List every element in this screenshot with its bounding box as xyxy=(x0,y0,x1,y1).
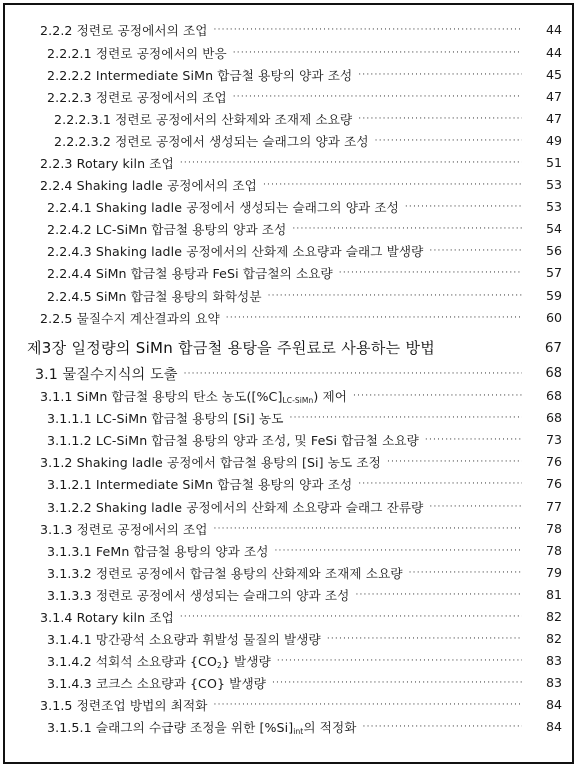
toc-leader-dots xyxy=(184,369,522,379)
toc-page-number: 83 xyxy=(545,653,562,668)
toc-entry-number: 3.1.3.1 xyxy=(47,544,92,559)
toc-entry-title xyxy=(47,541,269,560)
toc-entry[interactable] xyxy=(5,240,572,261)
toc-entry-text: 일정량의 SiMn 합금철 용탕을 주원료로 사용하는 방법 xyxy=(71,339,436,357)
toc-entry-title xyxy=(47,43,227,62)
toc-page-number: 60 xyxy=(545,310,562,325)
toc-entry[interactable] xyxy=(5,385,572,406)
toc-entry-subscript: LC-SiMn xyxy=(282,396,314,405)
toc-leader-dots xyxy=(327,634,522,644)
toc-entry[interactable] xyxy=(5,540,572,561)
toc-entry-text: Shaking ladle 공정에서의 조업 xyxy=(76,178,257,193)
toc-page-number: 59 xyxy=(545,288,562,303)
toc-entry-number: 제3장 xyxy=(27,339,67,357)
toc-entry-title xyxy=(54,131,369,150)
toc-page-number: 82 xyxy=(545,631,562,646)
toc-entry-number: 3.1.4.2 xyxy=(47,654,92,669)
toc-entry-number: 2.2.3 xyxy=(40,156,73,171)
toc-entry[interactable] xyxy=(5,496,572,517)
toc-entry[interactable] xyxy=(5,262,572,283)
toc-entry-number: 3.1 xyxy=(35,366,58,383)
toc-page-number: 45 xyxy=(545,67,562,82)
toc-entry-number: 2.2.2 xyxy=(40,23,73,38)
toc-leader-dots xyxy=(358,70,522,80)
toc-entry-title xyxy=(40,607,174,626)
toc-entry-title xyxy=(47,563,403,582)
toc-entry[interactable] xyxy=(5,86,572,107)
toc-page-number: 56 xyxy=(545,243,562,258)
toc-page-number: 83 xyxy=(545,675,562,690)
toc-entry-number: 3.1.3.3 xyxy=(47,588,92,603)
toc-entry-number: 3.1.1.1 xyxy=(47,411,92,426)
toc-entry-title xyxy=(47,585,349,604)
toc-entry-title xyxy=(54,109,352,128)
toc-entry-text: Intermediate SiMn 합금철 용탕의 양과 조성 xyxy=(95,477,353,492)
toc-entry-title xyxy=(47,65,352,84)
toc-entry[interactable] xyxy=(5,108,572,129)
toc-page-number: 57 xyxy=(545,265,562,280)
toc-entry-text: 정련로 공정에서의 반응 xyxy=(95,46,227,61)
toc-entry[interactable] xyxy=(5,650,572,671)
toc-entry[interactable] xyxy=(5,473,572,494)
toc-entry-text-suffix: 의 적정화 xyxy=(303,720,357,735)
toc-entry-text: 물질수지식의 도출 xyxy=(62,366,178,383)
toc-entry-title xyxy=(47,408,284,427)
toc-entry-title xyxy=(47,629,321,648)
toc-entry[interactable] xyxy=(5,42,572,63)
toc-leader-dots xyxy=(405,202,522,212)
toc-entry[interactable] xyxy=(5,694,572,715)
toc-entry-title xyxy=(40,20,208,39)
toc-entry-number: 2.2.2.2 xyxy=(47,68,92,83)
toc-entry-number: 3.1.2 xyxy=(40,455,73,470)
toc-entry-title xyxy=(47,430,419,449)
toc-entry-number: 3.1.4.3 xyxy=(47,676,92,691)
toc-leader-dots xyxy=(292,224,522,234)
toc-leader-dots xyxy=(290,413,522,423)
toc-entry[interactable] xyxy=(5,152,572,173)
toc-leader-dots xyxy=(339,268,522,278)
toc-entry-title xyxy=(40,695,208,714)
toc-entry-number: 3.1.3.2 xyxy=(47,566,92,581)
toc-entry-text: 정련로 공정에서의 산화제와 조재제 소요량 xyxy=(115,112,353,127)
toc-entry-number: 2.2.4.1 xyxy=(47,200,92,215)
toc-entry-title xyxy=(40,308,220,327)
page-frame xyxy=(3,3,574,764)
toc-entry-text: 정련조업 방법의 최적화 xyxy=(76,698,208,713)
toc-entry[interactable] xyxy=(5,429,572,450)
toc-entry[interactable] xyxy=(5,518,572,539)
toc-entry-subscript: 2 xyxy=(216,661,222,670)
toc-entry-number: 2.2.2.1 xyxy=(47,46,92,61)
toc-entry-text: SiMn 합금철 용탕의 화학성분 xyxy=(95,289,262,304)
toc-entry-number: 2.2.4 xyxy=(40,178,73,193)
toc-entry-number: 2.2.4.5 xyxy=(47,289,92,304)
toc-entry[interactable] xyxy=(5,716,572,737)
toc-entry[interactable] xyxy=(5,218,572,239)
toc-entry-number: 3.1.4.1 xyxy=(47,632,92,647)
toc-leader-dots xyxy=(180,158,522,168)
toc-entry[interactable] xyxy=(5,196,572,217)
toc-leader-dots xyxy=(387,457,522,467)
toc-entry-number: 3.1.5.1 xyxy=(47,720,92,735)
toc-leader-dots xyxy=(226,313,522,323)
toc-entry-text: SiMn 합금철 용탕의 탄소 농도([%C] xyxy=(76,389,283,404)
toc-entry-text-suffix: ) 제어 xyxy=(313,389,348,404)
toc-entry-title xyxy=(47,286,262,305)
toc-entry-text: 슬래그의 수급량 조정을 위한 [%Si] xyxy=(95,720,294,735)
toc-entry[interactable] xyxy=(5,130,572,151)
toc-entry-text: Rotary kiln 조업 xyxy=(76,156,174,171)
toc-entry-text: FeMn 합금철 용탕의 양과 조성 xyxy=(95,544,269,559)
toc-entry-number: 2.2.4.4 xyxy=(47,266,92,281)
toc-entry-text: Intermediate SiMn 합금철 용탕의 양과 조성 xyxy=(95,68,353,83)
toc-entry-text: 물질수지 계산결과의 요약 xyxy=(76,311,220,326)
toc-page-number: 84 xyxy=(545,697,562,712)
toc-entry-text: 정련로 공정에서 생성되는 슬래그의 양과 조성 xyxy=(95,588,350,603)
toc-page-number: 47 xyxy=(545,111,562,126)
toc-page-number: 53 xyxy=(545,199,562,214)
toc-entry-title xyxy=(47,497,423,516)
toc-leader-dots xyxy=(277,656,522,666)
toc-entry-title xyxy=(47,241,423,260)
toc-entry-title xyxy=(47,717,357,736)
toc-entry-text: 정련로 공정에서 생성되는 슬래그의 양과 조성 xyxy=(115,134,369,149)
toc-entry-text: 정련로 공정에서 합금철 용탕의 산화제와 조재제 소요량 xyxy=(95,566,403,581)
toc-entry-text: LC-SiMn 합금철 용탕의 양과 조성, 및 FeSi 합금철 소요량 xyxy=(95,433,419,448)
toc-leader-dots xyxy=(429,246,522,256)
toc-entry-text-suffix: } 발생량 xyxy=(221,654,271,669)
toc-entry-text: SiMn 합금철 용탕과 FeSi 합금철의 소요량 xyxy=(95,266,333,281)
toc-entry-text: 정련로 공정에서의 조업 xyxy=(95,90,227,105)
toc-entry-title xyxy=(40,386,347,405)
toc-page-number: 44 xyxy=(545,22,562,37)
toc-page-number: 49 xyxy=(545,133,562,148)
toc-entry-title xyxy=(47,474,352,493)
toc-leader-dots xyxy=(358,114,522,124)
toc-page-number: 51 xyxy=(545,155,562,170)
toc-entry[interactable] xyxy=(5,451,572,472)
toc-entry-text: 코크스 소요량과 {CO} 발생량 xyxy=(95,676,266,691)
toc-entry[interactable] xyxy=(5,672,572,693)
toc-leader-dots xyxy=(214,700,522,710)
toc-entry-title xyxy=(40,175,257,194)
toc-page-number: 78 xyxy=(545,521,562,536)
toc-leader-dots xyxy=(409,568,522,578)
toc-page-number: 79 xyxy=(545,565,562,580)
toc-entry-text: Shaking ladle 공정에서 생성되는 슬래그의 양과 조성 xyxy=(95,200,399,215)
toc-entry-text: 정련로 공정에서의 조업 xyxy=(76,23,208,38)
toc-entry-text: Shaking ladle 공정에서의 산화제 소요량과 슬래그 발생량 xyxy=(95,244,424,259)
toc-leader-dots xyxy=(353,391,522,401)
toc-page-number: 77 xyxy=(545,499,562,514)
toc-entry-number: 3.1.1 xyxy=(40,389,73,404)
toc-page-number: 54 xyxy=(545,221,562,236)
toc-leader-dots xyxy=(275,546,523,556)
toc-leader-dots xyxy=(268,291,522,301)
toc-entry-text: 정련로 공정에서의 조업 xyxy=(76,522,208,537)
toc-entry-number: 2.2.2.3.1 xyxy=(54,112,111,127)
toc-entry-text: Shaking ladle 공정에서의 산화제 소요량과 슬래그 잔류량 xyxy=(95,500,424,515)
toc-entry-number: 3.1.4 xyxy=(40,610,73,625)
toc-leader-dots xyxy=(425,435,522,445)
toc-page-number: 67 xyxy=(544,339,562,356)
toc-entry-number: 3.1.3 xyxy=(40,522,73,537)
toc-entry[interactable] xyxy=(5,174,572,195)
toc-entry-subscript: int xyxy=(293,727,304,736)
toc-leader-dots xyxy=(375,136,522,146)
toc-entry-number: 3.1.2.2 xyxy=(47,500,92,515)
toc-entry-text: LC-SiMn 합금철 용탕의 양과 조성 xyxy=(95,222,287,237)
toc-leader-dots xyxy=(358,479,522,489)
toc-entry-title xyxy=(47,219,286,238)
toc-entry[interactable] xyxy=(5,307,572,328)
toc-entry-title xyxy=(40,452,381,471)
toc-entry[interactable] xyxy=(5,363,572,384)
toc-page-number: 68 xyxy=(545,410,562,425)
toc-page-number: 82 xyxy=(545,609,562,624)
toc-entry-title xyxy=(47,673,266,692)
toc-entry-title xyxy=(47,651,271,670)
toc-page-number: 76 xyxy=(545,454,562,469)
toc-entry-number: 3.1.5 xyxy=(40,698,73,713)
toc-page-number: 78 xyxy=(545,543,562,558)
toc-entry[interactable] xyxy=(5,285,572,306)
toc-entry[interactable] xyxy=(5,562,572,583)
toc-page-number: 44 xyxy=(545,45,562,60)
toc-entry-text: Rotary kiln 조업 xyxy=(76,610,174,625)
toc-entry-number: 2.2.5 xyxy=(40,311,73,326)
toc-entry[interactable] xyxy=(5,19,572,40)
toc-entry-title xyxy=(40,519,208,538)
toc-entry[interactable] xyxy=(5,584,572,605)
toc-page-number: 47 xyxy=(545,89,562,104)
toc-entry-number: 2.2.2.3 xyxy=(47,90,92,105)
toc-leader-dots xyxy=(233,92,522,102)
toc-leader-dots xyxy=(263,180,522,190)
toc-leader-dots xyxy=(355,590,522,600)
toc-entry-title xyxy=(47,87,227,106)
toc-leader-dots xyxy=(272,678,522,688)
toc-page-number: 68 xyxy=(545,388,562,403)
toc-entry-text: 석회석 소요량과 {CO xyxy=(95,654,217,669)
toc-leader-dots xyxy=(214,25,522,35)
toc-entry-title xyxy=(35,364,178,384)
toc-entry[interactable] xyxy=(5,64,572,85)
toc-leader-dots xyxy=(363,722,522,732)
toc-entry[interactable] xyxy=(5,606,572,627)
toc-leader-dots xyxy=(214,524,522,534)
toc-entry-title xyxy=(40,153,174,172)
toc-entry-number: 2.2.2.3.2 xyxy=(54,134,111,149)
toc-page-number: 84 xyxy=(545,719,562,734)
toc-leader-dots xyxy=(233,48,522,58)
toc-entry[interactable] xyxy=(5,337,572,358)
toc-page-number: 73 xyxy=(545,432,562,447)
toc-page-number: 81 xyxy=(545,587,562,602)
toc-entry-text: 망간광석 소요량과 휘발성 물질의 발생량 xyxy=(95,632,321,647)
toc-entry-number: 2.2.4.2 xyxy=(47,222,92,237)
toc-entry-number: 3.1.1.2 xyxy=(47,433,92,448)
toc-entry-number: 2.2.4.3 xyxy=(47,244,92,259)
toc-entry-text: LC-SiMn 합금철 용탕의 [Si] 농도 xyxy=(95,411,284,426)
toc-entry-title xyxy=(27,337,435,358)
toc-leader-dots xyxy=(429,502,522,512)
toc-entry[interactable] xyxy=(5,628,572,649)
toc-page-number: 68 xyxy=(545,366,562,381)
toc-leader-dots xyxy=(180,612,522,622)
toc-entry-number: 3.1.2.1 xyxy=(47,477,92,492)
toc-entry-title xyxy=(47,197,399,216)
toc-page-number: 76 xyxy=(545,476,562,491)
toc-page-number: 53 xyxy=(545,177,562,192)
toc-entry[interactable] xyxy=(5,407,572,428)
toc-entry-title xyxy=(47,263,333,282)
toc-entry-text: Shaking ladle 공정에서 합금철 용탕의 [Si] 농도 조정 xyxy=(76,455,381,470)
